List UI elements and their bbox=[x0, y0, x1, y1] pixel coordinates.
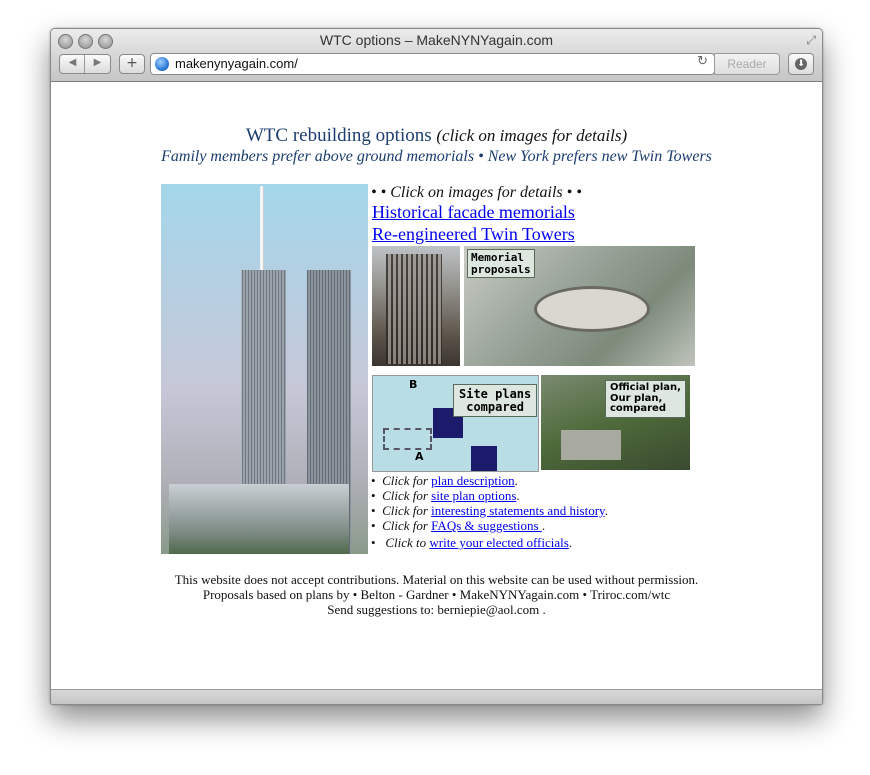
reload-icon[interactable]: ↻ bbox=[697, 54, 708, 69]
twin-towers-image[interactable] bbox=[161, 184, 368, 554]
plaza-buildings bbox=[169, 484, 349, 554]
window-title: WTC options – MakeNYNYagain.com bbox=[319, 32, 554, 48]
bullet-prefix: Click for bbox=[382, 518, 428, 533]
site-block-2 bbox=[471, 446, 497, 471]
site-plan-options-link[interactable]: site plan options bbox=[431, 488, 517, 503]
map-label-a: A bbox=[415, 450, 424, 463]
memorial-plaza bbox=[534, 286, 650, 332]
forward-button[interactable]: ▶ bbox=[93, 57, 102, 68]
bullet-prefix: Click to bbox=[385, 535, 427, 550]
plan-description-link[interactable]: plan description bbox=[431, 473, 515, 488]
bullet-suffix: . bbox=[516, 488, 520, 503]
bullet-marker: • bbox=[371, 488, 376, 503]
download-icon: ⬇ bbox=[795, 58, 807, 70]
facade-lattice bbox=[386, 254, 442, 364]
facade-ruins-image[interactable] bbox=[372, 246, 460, 366]
page-title bbox=[51, 125, 822, 147]
memorial-proposals-image[interactable] bbox=[464, 246, 695, 366]
back-button[interactable]: ◀ bbox=[68, 57, 77, 68]
map-label-b: B bbox=[409, 378, 418, 391]
click-prompt: • • Click on images for details • • bbox=[371, 184, 582, 201]
info-links-list bbox=[371, 473, 608, 550]
bullet-suffix: . bbox=[604, 503, 608, 518]
site-plans-image[interactable] bbox=[372, 375, 539, 472]
downloads-button[interactable] bbox=[788, 53, 814, 75]
bullet-prefix: Click for bbox=[382, 503, 428, 518]
navigation-buttons bbox=[59, 54, 111, 74]
globe-icon bbox=[155, 57, 169, 71]
bullet-suffix: . bbox=[541, 518, 546, 533]
page-content bbox=[51, 82, 822, 689]
page-footer bbox=[51, 572, 822, 617]
official-label-line1: Official plan, bbox=[610, 382, 681, 393]
memorial-label-line1: Memorial bbox=[471, 251, 524, 264]
list-item bbox=[371, 488, 608, 503]
footer-line-3: Send suggestions to: berniepie@aol.com . bbox=[327, 602, 546, 617]
fullscreen-icon[interactable]: ⤢ bbox=[806, 33, 816, 47]
elected-officials-link[interactable]: write your elected officials bbox=[429, 535, 569, 550]
footer-line-2: Proposals based on plans by • Belton - Gardner • MakeNYNYagain.com • Triroc.com/wtc bbox=[202, 587, 671, 602]
title-note: (click on images for details) bbox=[436, 126, 628, 145]
official-plan-image[interactable] bbox=[541, 375, 690, 470]
faqs-suggestions-link[interactable]: FAQs & suggestions bbox=[431, 518, 542, 533]
bullet-marker: • bbox=[371, 535, 376, 550]
list-item bbox=[371, 503, 608, 518]
bullet-suffix: . bbox=[514, 473, 518, 488]
official-label-line3: compared bbox=[610, 403, 666, 414]
browser-window bbox=[50, 28, 823, 705]
footer-line-1: This website does not accept contributions. Material on this website can be used without permission. bbox=[174, 572, 699, 587]
official-label-line2: Our plan, bbox=[610, 392, 663, 404]
reader-button[interactable]: Reader bbox=[714, 53, 780, 75]
bullet-suffix: . bbox=[568, 535, 573, 550]
official-plan-label bbox=[605, 380, 686, 418]
site-label-line2: compared bbox=[466, 399, 525, 414]
site-plans-label bbox=[453, 384, 537, 417]
title-bar bbox=[51, 29, 822, 82]
add-bookmark-button[interactable]: + bbox=[119, 54, 145, 74]
list-item bbox=[371, 518, 608, 533]
memorial-proposals-label bbox=[467, 249, 535, 278]
page-subtitle: Family members prefer above ground memorials • New York prefers new Twin Towers bbox=[161, 148, 712, 165]
list-item bbox=[371, 473, 608, 488]
bullet-marker: • bbox=[371, 473, 376, 488]
twin-towers-link[interactable]: Re-engineered Twin Towers bbox=[372, 224, 575, 244]
statements-history-link[interactable]: interesting statements and history bbox=[431, 503, 605, 518]
status-bar bbox=[51, 689, 822, 705]
site-outline bbox=[383, 428, 432, 450]
title-text: WTC rebuilding options bbox=[245, 125, 432, 146]
bullet-marker: • bbox=[371, 503, 376, 518]
official-plan-building bbox=[561, 430, 621, 460]
site-label-line1: Site plans bbox=[459, 387, 532, 401]
bullet-prefix: Click for bbox=[382, 488, 428, 503]
facade-memorials-link[interactable]: Historical facade memorials bbox=[372, 202, 575, 222]
list-item bbox=[371, 535, 608, 550]
address-bar[interactable] bbox=[150, 53, 715, 75]
antenna-spire bbox=[260, 186, 264, 272]
memorial-label-line2: proposals bbox=[471, 262, 531, 276]
url-text[interactable]: makenynyagain.com/ bbox=[175, 56, 298, 71]
bullet-prefix: Click for bbox=[382, 473, 428, 488]
bullet-marker: • bbox=[371, 518, 376, 533]
